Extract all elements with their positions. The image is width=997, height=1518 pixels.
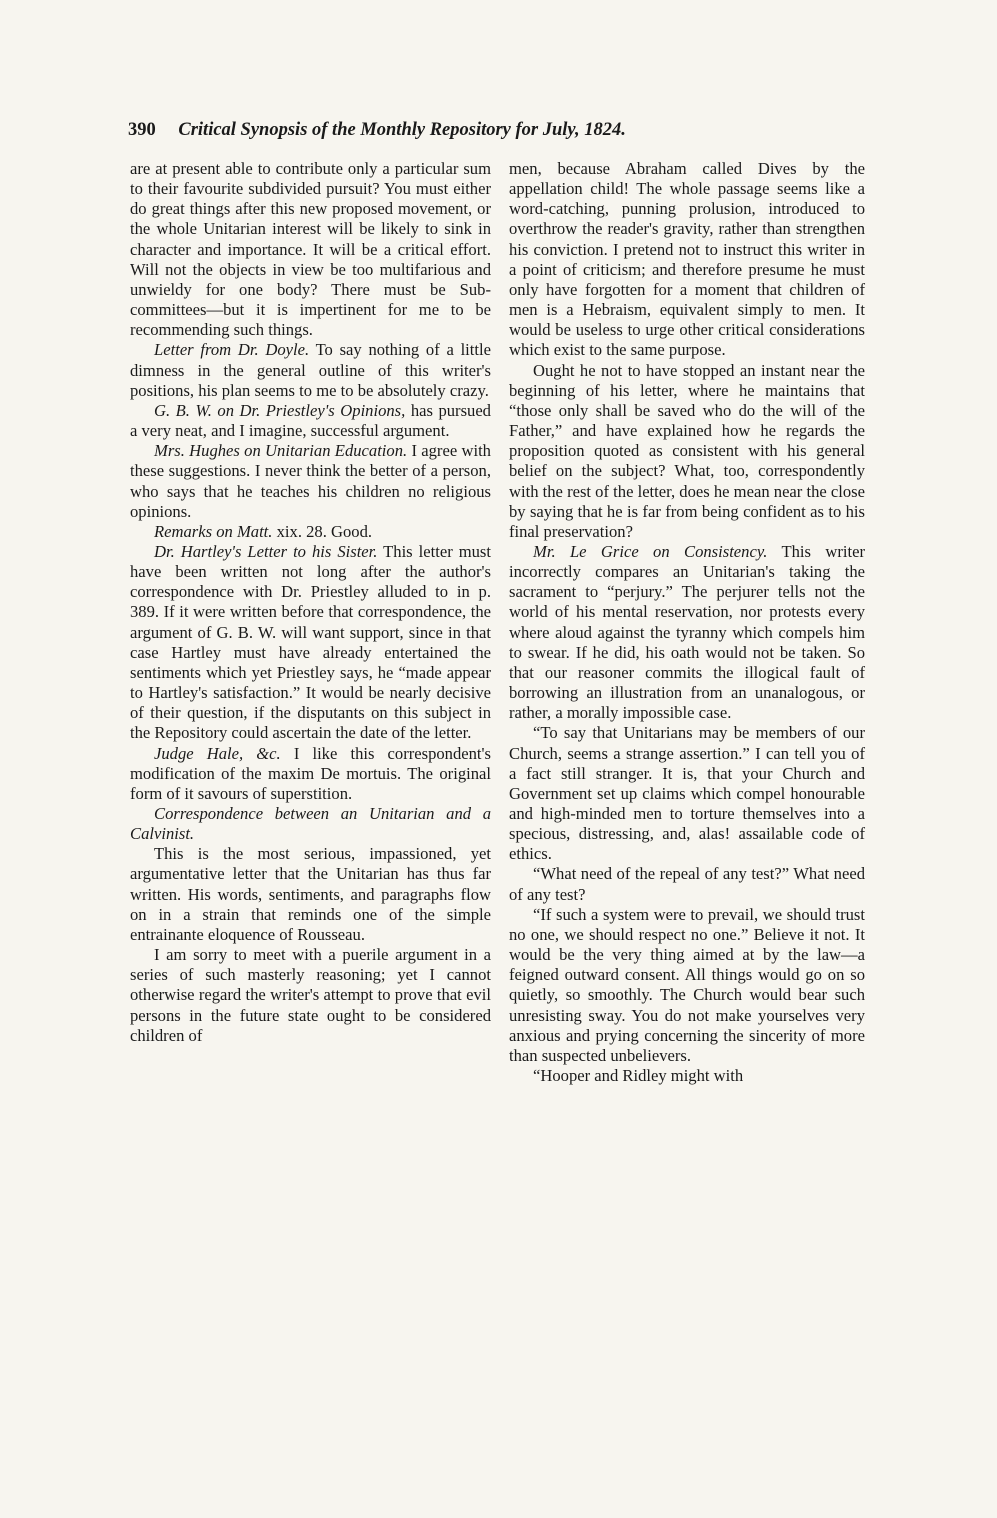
paragraph-text: To say nothing of a little dimness in the general outline of this writer's positions, his plan seems to me to be absolutely crazy. [130,340,491,400]
paragraph-text: has pursued a very neat, and I imagine, successful argument. [130,400,491,441]
paragraph [130,159,491,340]
left-column [130,159,491,1046]
paragraph-text: men, because Abraham called Dives by the appellation child! The whole passage seems like a word-catching, punning prolusion, introduced to overthrow the reader's gravity, rather than strengthen his conviction. I pretend not to instruct this writer in a point of criticism; and therefore presume he must only have forgotten for a moment that children of men is a Hebraism, equivalent simply to men. It would be useless to urge other critical considerations which exist to the same purpose. [509,159,865,360]
paragraph-heading: Remarks on Matt. [154,521,273,541]
paragraph [130,945,491,1046]
paragraph-text: “What need of the repeal of any test?” What need of any test? [509,864,865,904]
paragraph-text: xix. 28. Good. [276,521,373,541]
paragraph [509,542,865,723]
right-column [509,159,865,1086]
paragraph-heading: Correspondence between an Unitarian and a Calvinist. [130,804,491,844]
paragraph-text: “If such a system were to prevail, we should trust no one, we should respect no one.” Believe it not. It would be the very thing aimed at by the law—a feigned outward consent. All things would go on so quietly, so smoothly. The Church would bear such unresisting sway. You do not make yourselves very anxious and prying concerning the sincerity of more than suspected unbelievers. [509,904,865,1065]
paragraph [509,905,865,1066]
paragraph-text: This is the most serious, impassioned, yet argumentative letter that the Unitarian has thus far written. His words, sentiments, and paragraphs flow on in a strain that reminds one of the simple entrainante eloquence of Rousseau. [130,844,491,944]
paragraph [509,361,865,542]
paragraph-text: This writer incorrectly compares an Unitarian's taking the sacrament to “perjury.” The perjurer tells not the world of his mental reservation, nor protests every where aloud against the tyranny which compels him to swear. If he did, his oath would not be taken. So that our reasoner commits the illogical fault of borrowing an illustration from an unanalogous, or rather, a morally impossible case. [509,541,865,723]
paragraph [509,1066,865,1086]
paragraph-heading: Mr. Le Grice on Consistency. [533,541,768,561]
paragraph-heading: Mrs. Hughes on Unitarian Education. [154,441,408,461]
paragraph-heading: Letter from Dr. Doyle. [154,340,310,360]
paragraph [130,522,491,542]
paragraph [509,864,865,904]
paragraph-heading: Judge Hale, &c. [154,743,281,763]
paragraph [130,401,491,441]
paragraph-text: I agree with these suggestions. I never think the better of a person, who says that he teaches his children no religious opinions. [130,441,491,521]
paragraph [130,542,491,744]
paragraph [130,340,491,400]
page-number: 390 [128,120,156,140]
paragraph-text: I like this correspondent's modification of the maxim De mortuis. The original form of it savours of superstition. [130,743,491,803]
running-title: Critical Synopsis of the Monthly Repository for July, 1824. [178,120,626,140]
paragraph-heading: Dr. Hartley's Letter to his Sister. [154,541,378,561]
running-header [128,120,888,141]
paragraph [509,723,865,864]
paragraph-text: “To say that Unitarians may be members of our Church, seems a strange assertion.” I can tell you of a fact still stranger. It is, that your Church and Government set up claims which compel honourable and high-minded men to torture themselves into a specious, distressing, and, alas! assailable code of ethics. [509,723,865,864]
paragraph-text: are at present able to contribute only a particular sum to their favourite subdivided pursuit? You must either do great things after this new proposed movement, or the whole Unitarian interest will be likely to sink in character and importance. It will be a critical effort. Will not the objects in view be too multifarious and unwieldy for one body? There must be Sub-committees—but it is impertinent for me to be recommending such things. [130,159,491,340]
paragraph-text: I am sorry to meet with a puerile argument in a series of such masterly reasoning; yet I cannot otherwise regard the writer's attempt to prove that evil persons in the future state ought to be considered children of [130,945,491,1045]
paragraph-text: This letter must have been written not long after the author's correspondence with Dr. Priestley alluded to in p. 389. If it were written before that correspondence, the argument of G. B. W. will want support, since in that case Hartley must have already entertained the sentiments which yet Priestley says, he “made appear to Hartley's satisfaction.” It would be nearly decisive of their question, if the disputants on this subject in the Repository could ascertain the date of the letter. [130,541,491,743]
paragraph [509,159,865,361]
paragraph-text: “Hooper and Ridley might with [533,1066,744,1086]
paragraph [130,804,491,844]
paragraph-text: Ought he not to have stopped an instant near the beginning of his letter, where he maintains that “those only shall be saved who do the will of the Father,” and have explained how he regards the proposition quoted as consistent with his general belief on the subject? What, too, correspondently with the rest of the letter, does he mean near the close by saying that he is far from being confident as to his final preservation? [509,360,865,541]
paragraph [130,744,491,804]
paragraph [130,441,491,522]
paragraph-heading: G. B. W. on Dr. Priestley's Opinions, [154,400,406,420]
paragraph [130,844,491,945]
